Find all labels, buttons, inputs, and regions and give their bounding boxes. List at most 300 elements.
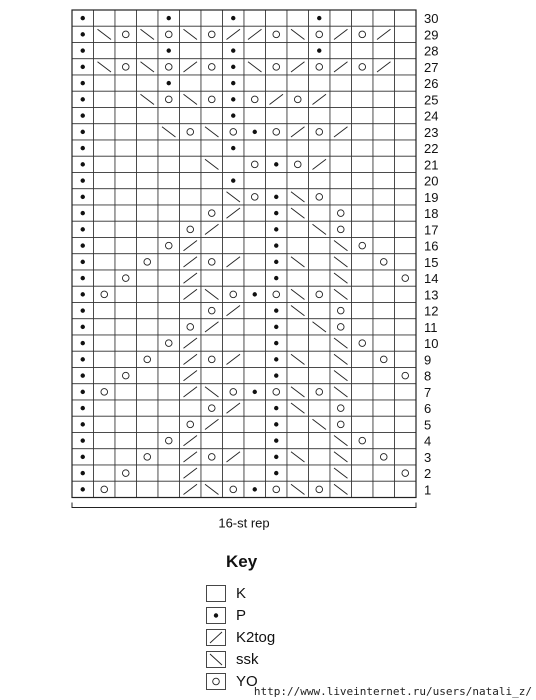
chart-cell (94, 335, 116, 351)
row-number: 30 (424, 11, 439, 27)
chart-cell (180, 416, 202, 432)
repeat-label: 16-st rep (218, 515, 270, 531)
purl-dot (231, 113, 235, 117)
chart-cell (137, 270, 159, 286)
row-number: 14 (424, 271, 439, 287)
row-number: 18 (424, 206, 439, 222)
chart-cell (158, 189, 180, 205)
chart-cell (244, 238, 266, 254)
chart-cell (115, 10, 137, 26)
purl-dot (81, 162, 85, 166)
chart-cell (352, 270, 374, 286)
chart-cell (244, 270, 266, 286)
chart-cell (287, 140, 309, 156)
chart-cell (352, 124, 374, 140)
chart-cell (287, 91, 309, 107)
row-number: 25 (424, 92, 439, 108)
chart-cell (309, 173, 331, 189)
chart-cell (201, 59, 223, 75)
chart-cell (201, 205, 223, 221)
row-number: 21 (424, 157, 439, 173)
chart-cell (94, 221, 116, 237)
row-number: 4 (424, 433, 432, 449)
purl-dot (81, 406, 85, 410)
chart-cell (223, 319, 245, 335)
chart-cell (287, 433, 309, 449)
chart-cell (115, 270, 137, 286)
chart-cell (352, 43, 374, 59)
purl-dot (274, 357, 278, 361)
chart-cell (373, 303, 395, 319)
chart-cell (395, 449, 417, 465)
chart-cell (137, 205, 159, 221)
row-number: 13 (424, 287, 439, 303)
purl-dot (274, 341, 278, 345)
chart-cell (352, 416, 374, 432)
chart-cell (201, 75, 223, 91)
chart-cell (94, 140, 116, 156)
chart-cell (309, 481, 331, 497)
chart-cell (309, 59, 331, 75)
purl-dot (231, 97, 235, 101)
chart-cell (244, 91, 266, 107)
chart-cell (287, 75, 309, 91)
chart-cell (94, 108, 116, 124)
purl-dot (231, 48, 235, 52)
chart-cell (330, 400, 352, 416)
row-number: 7 (424, 384, 432, 400)
chart-cell (201, 140, 223, 156)
chart-cell (244, 319, 266, 335)
chart-cell (395, 384, 417, 400)
chart-cell (352, 465, 374, 481)
chart-cell (352, 10, 374, 26)
key-label: YO (236, 672, 258, 690)
chart-cell (137, 481, 159, 497)
chart-cell (352, 368, 374, 384)
purl-dot (274, 325, 278, 329)
chart-cell (137, 319, 159, 335)
chart-cell (158, 335, 180, 351)
chart-cell (309, 368, 331, 384)
chart-cell (201, 400, 223, 416)
chart-cell (94, 43, 116, 59)
chart-cell (115, 91, 137, 107)
chart-cell (373, 416, 395, 432)
chart-cell (352, 319, 374, 335)
chart-cell (115, 156, 137, 172)
row-number: 1 (424, 482, 432, 498)
chart-cell (115, 303, 137, 319)
chart-cell (201, 303, 223, 319)
chart-cell (244, 416, 266, 432)
chart-cell (244, 303, 266, 319)
chart-cell (244, 173, 266, 189)
chart-cell (94, 124, 116, 140)
chart-cell (244, 140, 266, 156)
chart-cell (201, 433, 223, 449)
chart-cell (158, 481, 180, 497)
purl-dot (317, 48, 321, 52)
chart-cell (352, 91, 374, 107)
chart-cell (373, 91, 395, 107)
chart-cell (158, 433, 180, 449)
row-number: 20 (424, 173, 439, 189)
purl-dot (81, 48, 85, 52)
chart-cell (244, 189, 266, 205)
chart-cell (287, 465, 309, 481)
chart-cell (94, 205, 116, 221)
chart-cell (137, 303, 159, 319)
chart-cell (395, 221, 417, 237)
chart-cell (158, 173, 180, 189)
purl-dot (231, 81, 235, 85)
chart-cell (395, 335, 417, 351)
chart-cell (94, 303, 116, 319)
chart-cell (395, 319, 417, 335)
chart-cell (158, 270, 180, 286)
chart-cell (309, 270, 331, 286)
chart-cell (115, 43, 137, 59)
chart-cell (330, 319, 352, 335)
chart-cell (158, 400, 180, 416)
chart-cell (180, 400, 202, 416)
purl-dot (81, 487, 85, 491)
chart-cell (373, 221, 395, 237)
purl-dot (274, 211, 278, 215)
purl-dot (274, 227, 278, 231)
chart-cell (373, 368, 395, 384)
chart-cell (137, 254, 159, 270)
chart-cell (137, 465, 159, 481)
chart-cell (137, 286, 159, 302)
chart-cell (373, 205, 395, 221)
chart-cell (330, 75, 352, 91)
key-item (206, 626, 275, 648)
purl-dot (274, 243, 278, 247)
chart-cell (94, 75, 116, 91)
chart-cell (94, 384, 116, 400)
chart-cell (137, 368, 159, 384)
chart-cell (309, 238, 331, 254)
chart-cell (94, 351, 116, 367)
purl-dot (274, 373, 278, 377)
chart-cell (115, 335, 137, 351)
key-label: P (236, 606, 247, 624)
chart-cell (309, 465, 331, 481)
chart-cell (395, 124, 417, 140)
row-number: 12 (424, 303, 439, 319)
chart-cell (201, 465, 223, 481)
chart-cell (352, 156, 374, 172)
chart-cell (158, 303, 180, 319)
chart-cell (244, 368, 266, 384)
chart-cell (244, 43, 266, 59)
chart-cell (201, 335, 223, 351)
purl-dot (81, 178, 85, 182)
chart-cell (352, 75, 374, 91)
chart-cell (137, 156, 159, 172)
chart-cell (115, 75, 137, 91)
chart-cell (115, 238, 137, 254)
row-number: 11 (424, 319, 438, 335)
chart-cell (373, 433, 395, 449)
purl-dot (274, 308, 278, 312)
chart-cell (244, 335, 266, 351)
row-number: 23 (424, 124, 439, 140)
chart-cell (395, 303, 417, 319)
chart-cell (352, 205, 374, 221)
chart-cell (115, 59, 137, 75)
chart-cell (158, 140, 180, 156)
row-number: 6 (424, 401, 432, 417)
chart-cell (309, 384, 331, 400)
chart-cell (115, 108, 137, 124)
row-number: 5 (424, 417, 432, 433)
purl-dot (167, 81, 171, 85)
row-number: 3 (424, 449, 432, 465)
chart-cell (180, 173, 202, 189)
chart-cell (395, 270, 417, 286)
purl-dot (81, 455, 85, 459)
chart-cell (309, 449, 331, 465)
row-number: 15 (424, 254, 439, 270)
chart-cell (373, 124, 395, 140)
chart-cell (137, 433, 159, 449)
key-symbol-yo (206, 673, 226, 690)
chart-cell (137, 221, 159, 237)
chart-cell (309, 400, 331, 416)
chart-cell (94, 156, 116, 172)
purl-dot (231, 65, 235, 69)
chart-cell (395, 59, 417, 75)
chart-cell (395, 400, 417, 416)
chart-cell (373, 173, 395, 189)
chart-cell (373, 43, 395, 59)
purl-dot (81, 471, 85, 475)
chart-cell (137, 43, 159, 59)
chart-cell (201, 26, 223, 42)
purl-dot (253, 390, 257, 394)
chart-cell (115, 449, 137, 465)
chart-cell (395, 108, 417, 124)
chart-cell (395, 75, 417, 91)
chart-cell (373, 108, 395, 124)
chart-cell (158, 286, 180, 302)
chart-cell (287, 270, 309, 286)
chart-cell (180, 43, 202, 59)
chart-cell (94, 400, 116, 416)
chart-cell (94, 449, 116, 465)
row-number: 28 (424, 43, 439, 59)
chart-cell (115, 26, 137, 42)
chart-cell (373, 189, 395, 205)
chart-cell (115, 319, 137, 335)
chart-cell (352, 254, 374, 270)
chart-cell (94, 189, 116, 205)
row-number: 9 (424, 352, 432, 368)
chart-cell (244, 254, 266, 270)
chart-cell (115, 140, 137, 156)
chart-cell (137, 140, 159, 156)
chart-cell (330, 173, 352, 189)
chart-cell (287, 238, 309, 254)
key-title: Key (226, 552, 258, 571)
chart-cell (309, 140, 331, 156)
chart-cell (373, 449, 395, 465)
chart-cell (309, 189, 331, 205)
chart-cell (395, 254, 417, 270)
chart-cell (158, 59, 180, 75)
chart-cell (115, 416, 137, 432)
chart-cell (309, 335, 331, 351)
chart-cell (115, 400, 137, 416)
chart-cell (352, 221, 374, 237)
chart-cell (395, 43, 417, 59)
chart-cell (180, 205, 202, 221)
chart-cell (287, 335, 309, 351)
chart-cell (137, 108, 159, 124)
chart-cell (94, 319, 116, 335)
chart-cell (309, 26, 331, 42)
purl-dot (253, 292, 257, 296)
chart-cell (223, 238, 245, 254)
chart-cell (94, 91, 116, 107)
chart-cell (330, 108, 352, 124)
chart-cell (137, 335, 159, 351)
chart-cell (395, 465, 417, 481)
chart-cell (352, 481, 374, 497)
chart-cell (395, 481, 417, 497)
chart-cell (352, 303, 374, 319)
chart-cell (244, 75, 266, 91)
chart-cell (158, 351, 180, 367)
purl-dot (274, 455, 278, 459)
chart-cell (395, 433, 417, 449)
chart-cell (223, 335, 245, 351)
chart-cell (115, 433, 137, 449)
chart-cell (244, 449, 266, 465)
chart-cell (158, 205, 180, 221)
chart-cell (201, 108, 223, 124)
chart-cell (330, 140, 352, 156)
chart-cell (395, 26, 417, 42)
chart-cell (137, 238, 159, 254)
purl-dot (253, 487, 257, 491)
chart-cell (201, 270, 223, 286)
purl-dot (81, 243, 85, 247)
chart-cell (244, 10, 266, 26)
chart-cell (352, 384, 374, 400)
row-number: 22 (424, 141, 439, 157)
chart-cell (201, 173, 223, 189)
chart-cell (287, 173, 309, 189)
purl-dot (81, 357, 85, 361)
key-symbol-ssk (206, 651, 226, 668)
chart-cell (180, 303, 202, 319)
chart-cell (137, 400, 159, 416)
purl-dot (231, 16, 235, 20)
purl-dot (81, 438, 85, 442)
chart-cell (266, 43, 288, 59)
purl-dot (274, 195, 278, 199)
chart-cell (94, 270, 116, 286)
chart-cell (330, 205, 352, 221)
chart-cell (330, 156, 352, 172)
chart-cell (94, 173, 116, 189)
key-label: K2tog (236, 628, 276, 646)
row-number: 2 (424, 466, 432, 482)
watermark-url: http://www.liveinternet.ru/users/natali_z/ (253, 685, 532, 698)
chart-cell (180, 221, 202, 237)
chart-cell (223, 481, 245, 497)
key-symbol-k (206, 585, 226, 602)
chart-cell (94, 254, 116, 270)
chart-cell (180, 10, 202, 26)
chart-cell (266, 140, 288, 156)
row-number: 10 (424, 336, 439, 352)
chart-cell (309, 303, 331, 319)
chart-cell (373, 10, 395, 26)
chart-cell (244, 156, 266, 172)
purl-dot (81, 308, 85, 312)
chart-cell (266, 286, 288, 302)
repeat-bracket (72, 503, 416, 508)
purl-dot (81, 195, 85, 199)
chart-cell (180, 108, 202, 124)
chart-cell (94, 368, 116, 384)
chart-cell (352, 59, 374, 75)
chart-cell (158, 319, 180, 335)
purl-dot (81, 113, 85, 117)
chart-cell (309, 108, 331, 124)
chart-cell (223, 156, 245, 172)
chart-cell (352, 26, 374, 42)
chart-cell (115, 173, 137, 189)
chart-cell (201, 91, 223, 107)
chart-cell (373, 465, 395, 481)
chart-cell (373, 335, 395, 351)
chart-cell (223, 416, 245, 432)
chart-cell (330, 221, 352, 237)
purl-dot (274, 438, 278, 442)
chart-cell (266, 384, 288, 400)
chart-cell (244, 221, 266, 237)
chart-cell (395, 351, 417, 367)
chart-cell (373, 254, 395, 270)
purl-dot (274, 276, 278, 280)
chart-cell (373, 319, 395, 335)
purl-dot (274, 471, 278, 475)
chart-cell (373, 238, 395, 254)
chart-cell (287, 416, 309, 432)
row-number: 26 (424, 76, 439, 92)
purl-dot (317, 16, 321, 20)
chart-cell (266, 108, 288, 124)
chart-cell (115, 254, 137, 270)
chart-cell (287, 10, 309, 26)
purl-dot (167, 16, 171, 20)
chart-cell (309, 254, 331, 270)
purl-dot (81, 227, 85, 231)
chart-cell (352, 140, 374, 156)
purl-dot (81, 373, 85, 377)
chart-cell (201, 449, 223, 465)
purl-dot (81, 292, 85, 296)
purl-dot (274, 260, 278, 264)
chart-cell (395, 238, 417, 254)
chart-cell (158, 368, 180, 384)
